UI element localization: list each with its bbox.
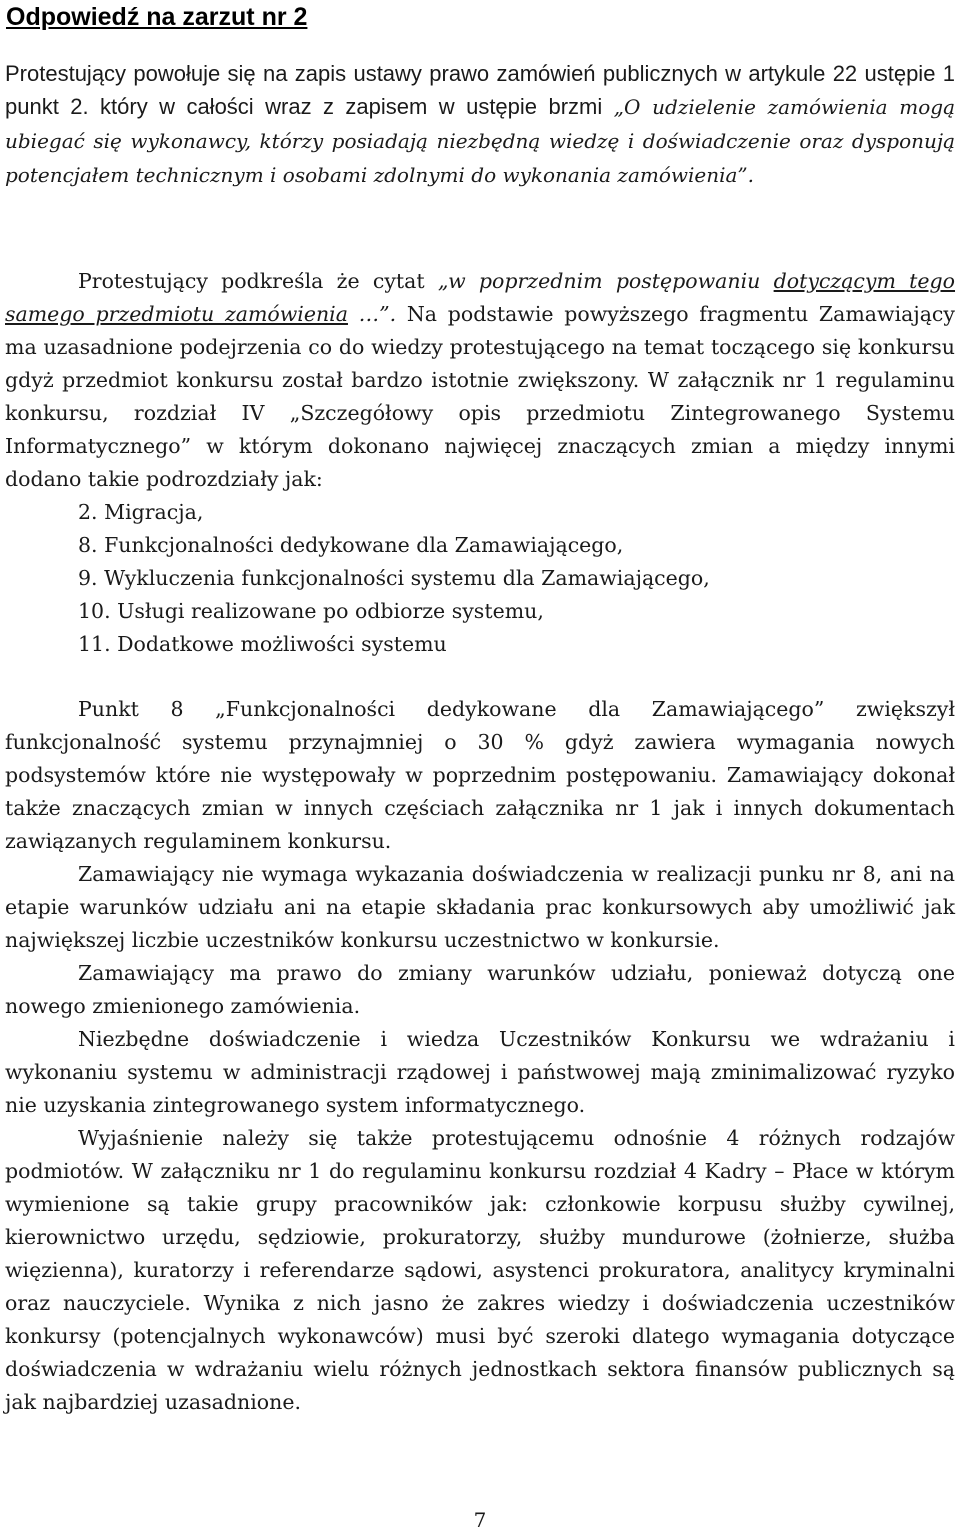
list-item: 8. Funkcjonalności dedykowane dla Zamawiającego, [78, 533, 624, 557]
paragraph-lead: Protestujący podkreśla że cytat [78, 269, 438, 293]
paragraph-right-to-change: Zamawiający ma prawo do zmiany warunków udziału, ponieważ dotyczą one nowego zmienionego zamówienia. [5, 961, 955, 1018]
paragraph-law-citation [5, 57, 955, 192]
subsection-list [78, 496, 710, 661]
quote-underlined: dotyczącym tego samego przedmiotu zamówienia [5, 269, 956, 326]
paragraph-rest: Na podstawie powyższego fragmentu Zamawiający ma uzasadnione podejrzenia co do wiedzy protestującego na temat toczącego się konkursu gdyż przedmiot konkursu został bardzo istotnie zwiększony. W załącznik nr 1 regulaminu konkursu, rozdział IV „Szczegółowy opis przedmiotu Zintegrowanego Systemu Informatycznego” w którym dokonano najwięcej znaczących zmian a między innymi dodano takie podrozdziały jak: [5, 302, 955, 491]
list-item: 2. Migracja, [78, 500, 204, 524]
list-item: 11. Dodatkowe możliwości systemu [78, 632, 447, 656]
page-number: 7 [473, 1508, 487, 1532]
paragraph-necessary-experience: Niezbędne doświadczenie i wiedza Uczestników Konkursu we wdrażaniu i wykonaniu systemu w administracji rządowej i państwowej mają zminimalizować ryzyko nie uzyskania zintegrowanego system informatycznego. [5, 1027, 955, 1117]
quote-part-a: „w poprzednim postępowaniu [437, 269, 774, 293]
paragraph-experience-requirement: Zamawiający nie wymaga wykazania doświadczenia w realizacji punku nr 8, ani na etapie warunków udziału ani na etapie składania prac konkursowych aby umożliwić jak największej liczbie uczestników konkursu uczestnictwo w konkursie. [5, 862, 955, 952]
list-item: 10. Usługi realizowane po odbiorze systemu, [78, 599, 544, 623]
paragraph-point-8: Punkt 8 „Funkcjonalności dedykowane dla Zamawiającego” zwiększył funkcjonalność systemu przynajmniej o 30 % gdyż zawiera wymagania nowych podsystemów które nie występowały w poprzednim postępowaniu. Zamawiający dokonał także znaczących zmian w innych częściach załącznika nr 1 jak i innych dokumentach zawiązanych regulaminem konkursu. [5, 697, 955, 853]
paragraph-lead: Protestujący powołuje się na zapis ustawy prawo zamówień publicznych w artykule 22 ustępie 1 punkt 2. który w całości wraz z zapisem w ustępie brzmi [5, 61, 955, 119]
paragraph-entity-types: Wyjaśnienie należy się także protestującemu odnośnie 4 różnych rodzajów podmiotów. W załączniku nr 1 do regulaminu konkursu rozdział 4 Kadry – Płace w którym wymienione są takie grupy pracowników jak: członkowie korpusu służby cywilnej, kierownictwo urzędu, sędziowie, prokuratorzy, służby mundurowe (żołnierze, służba więzienna), kuratorzy i referendarze sądowi, asystenci prokuratora, analitycy kryminalni oraz nauczyciele. Wynika z nich jasno że zakres wiedzy i doświadczenia uczestników konkursy (potencjalnych wykonawców) musi być szeroki dlatego wymagania dotyczące doświadczenia w wdrażaniu wielu różnych jednostkach sektora finansów publicznych są jak najbardziej uzasadnione. [5, 1126, 955, 1414]
law-quote: „O udzielenie zamówienia mogą ubiegać się wykonawcy, którzy posiadają niezbędną wiedzę i doświadczenie oraz dysponują potencjałem technicznym i osobami zdolnymi do wykonania zamówienia”. [5, 95, 956, 187]
quote-part-b: …”. [347, 302, 397, 326]
body-paragraphs [5, 693, 955, 1419]
section-heading: Odpowiedź na zarzut nr 2 [6, 3, 308, 31]
list-item: 9. Wykluczenia funkcjonalności systemu dla Zamawiającego, [78, 566, 710, 590]
paragraph-protest-quote [5, 265, 955, 496]
